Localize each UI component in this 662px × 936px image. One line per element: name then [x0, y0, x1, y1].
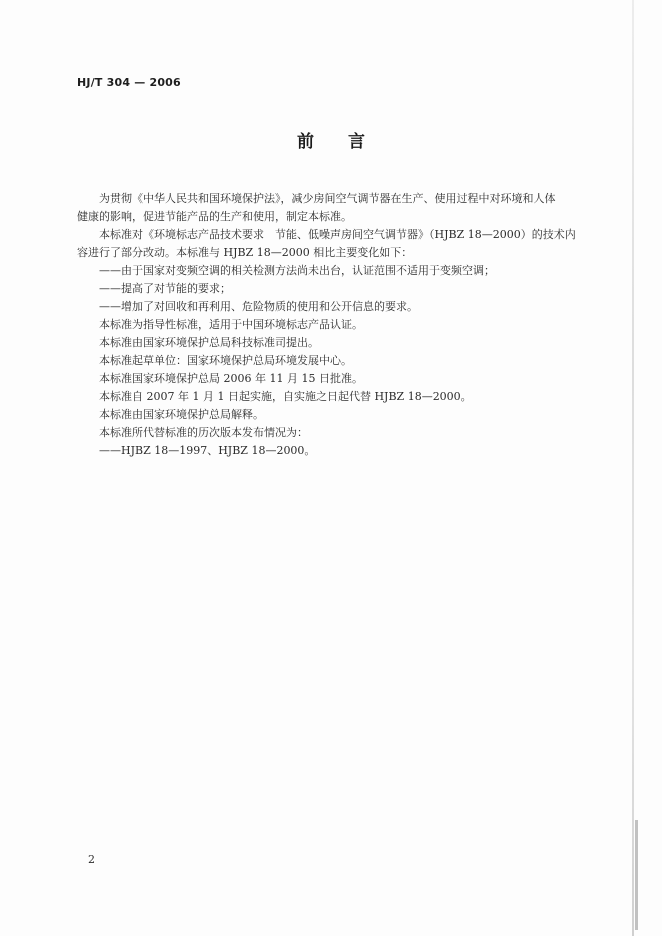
foreword-body: [77, 190, 583, 460]
page-number: 2: [88, 853, 95, 866]
statement-history-intro: 本标准所代替标准的历次版本发布情况为：: [99, 426, 308, 439]
paragraph-2-continuation: [77, 244, 583, 262]
paragraph-1-line-1: 为贯彻《中华人民共和国环境保护法》，减少房间空气调节器在生产、使用过程中对环境和人体: [99, 192, 556, 205]
statement-interpretation: 本标准由国家环境保护总局解释。: [99, 408, 264, 421]
statement-approval: 本标准国家环境保护总局 2006 年 11 月 15 日批准。: [99, 372, 363, 385]
paragraph-2-line-2: 容进行了部分改动。本标准与 HJBZ 18—2000 相比主要变化如下：: [77, 246, 413, 259]
heading-char-2: 言: [348, 132, 365, 152]
paragraph-1: [77, 190, 583, 208]
statement-effective: 本标准自 2007 年 1 月 1 日起实施，自实施之日起代替 HJBZ 18—2000。: [99, 390, 472, 403]
paragraph-1-continuation: [77, 208, 583, 226]
change-item-2: ——提高了对节能的要求；: [99, 282, 231, 295]
history-versions: ——HJBZ 18—1997、HJBZ 18—2000。: [99, 444, 316, 457]
page-heading: [0, 127, 662, 152]
statement-guidance: 本标准为指导性标准，适用于中国环境标志产品认证。: [99, 318, 363, 331]
change-item-1: ——由于国家对变频空调的相关检测方法尚未出台，认证范围不适用于变频空调；: [99, 264, 495, 277]
heading-char-1: 前: [297, 132, 314, 152]
statement-proposer: 本标准由国家环境保护总局科技标准司提出。: [99, 336, 319, 349]
standard-code: HJ/T 304 — 2006: [77, 76, 181, 89]
paragraph-2: [77, 226, 583, 244]
paragraph-2-line-1: 本标准对《环境标志产品技术要求 节能、低噪声房间空气调节器》（HJBZ 18—2000）的技术内: [99, 228, 576, 241]
statement-drafter: 本标准起草单位：国家环境保护总局环境发展中心。: [99, 354, 352, 367]
change-item-3: ——增加了对回收和再利用、危险物质的使用和公开信息的要求。: [99, 300, 418, 313]
scan-edge-mark: [635, 820, 638, 930]
paragraph-1-line-2: 健康的影响，促进节能产品的生产和使用，制定本标准。: [77, 210, 352, 223]
